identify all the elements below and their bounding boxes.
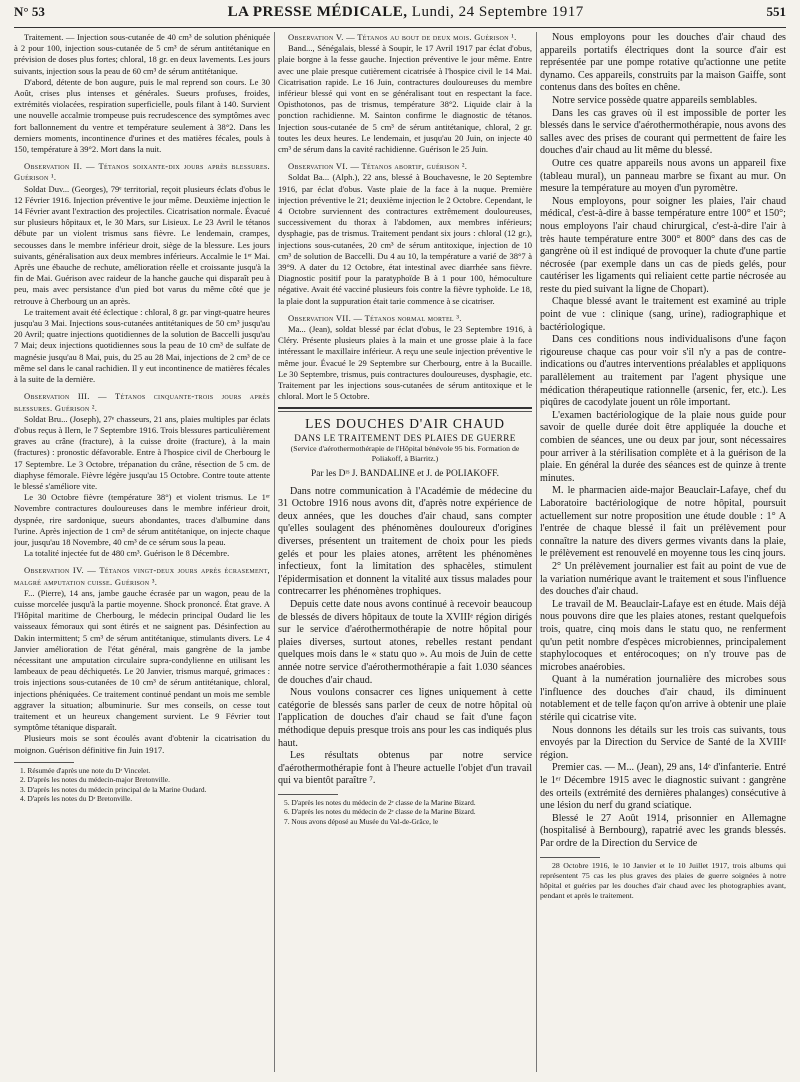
paragraph: Notre service possède quatre appareils semblables. xyxy=(552,94,758,106)
paragraph: Ma... (Jean), soldat blessé par éclat d'obus, le 23 Septembre 1916, à Cléry. Présente plusieurs plaies à la main et une grosse plaie à la face intéressant le maxillaire inférieur. A reçu une seule injection préventive le même jour. Évacué le 29 Septembre sur Cherbourg, entre à la Bucaille. Le 30 Septembre, trismus, puis contractures douloureuses, dysphagie, etc. Traitement par les injections sous-cutanées de sérum antitoxique et le chloral. Mort le 5 Octobre. xyxy=(278,324,532,402)
column-divider xyxy=(274,32,275,1072)
paragraph: Plusieurs mois se sont écoulés avant d'obtenir la cicatrisation du moignon. Guérison définitive fin Juin 1917. xyxy=(14,733,270,755)
paragraph: Le traitement avait été éclectique : chloral, 8 gr. par vingt-quatre heures jusqu'au 3 Mai. Injections sous-cutanées antitétaniques de 50 cm³ jusqu'au 20 Avril; quatre injections quotidiennes de la solution de Baccelli jusqu'au 7 Mai; deux injections quotidiennes sous la peau de 10 cm³ de sulfate de magnésie jusqu'au 8 Mai, puis, du 25 au 28 Mai, injections de 2 cm³ de ce même sel dans le canal rachidien. Il y eut incontinence de matières fécales à la suite de la dernière. xyxy=(14,306,270,385)
footnote: 3. D'après les notes du médecin principal de la Marine Oudard. xyxy=(20,784,207,794)
footnote: 2. D'après les notes du médecin-major Bretonville. xyxy=(20,775,170,785)
footnote: 5. D'après les notes du médecin de 2ᵉ classe de la Marine Bizard. xyxy=(284,797,476,807)
observation-heading: Observation III. — Tétanos cinquante-trois jours après blessures. Guérison ². xyxy=(14,391,270,413)
column-2 xyxy=(278,32,532,1076)
article-authors: Par les Dʳˢ J. BANDALINE et J. de POLIAKOFF. xyxy=(311,468,499,479)
paragraph: Traitement. — Injection sous-cutanée de 40 cm³ de solution phéniquée à 2 pour 100, injection sous-cutanée de 5 cm³ de sérum antitétanique en prévision de doses plus fortes; chloral, 18 gr. en deux lavements. Les jours suivants, injection sous la peau de 60 cm³ de sérum antitétanique. xyxy=(14,32,270,76)
observation-heading: Observation VII. — Tétanos normal mortel ³. xyxy=(288,312,462,323)
paragraph: Dans ces conditions nous individualisons d'une façon rigoureuse chaque cas pour voir s'il n'y a pas de contre-indications ou d'autres interventions préalables et appliquons parallèlement au traitement par l'agent physique une médication thérapeutique rationnelle (arsenic, fer, etc.). Les piqûres de cacodylate jouent un rôle important. xyxy=(540,334,786,409)
paragraph: Premier cas. — M... (Jean), 29 ans, 14ᵉ d'infanterie. Entré le 1ᵉʳ Décembre 1915 avec le diagnostic suivant : gangrène des orteils (extrémité des dernières phalanges) consécutive à une lésion du nerf du grand sciatique. xyxy=(540,762,786,812)
paragraph: La totalité injectée fut de 480 cm³. Guérison le 8 Décembre. xyxy=(24,548,230,559)
paragraph: Le 30 Octobre fièvre (température 38°) et violent trismus. Le 1ᵉʳ Novembre contractures douloureuses dans le membre inférieur droit, dyspnée, rire sardonique, sueurs abondantes, traces d'albumine dans l'urine. Après injection de 1 cm³ de sérum antitétanique, on injecte chaque jour, jusqu'au 18 Novembre, 40 cm³ de ce sérum sous la peau. xyxy=(14,492,270,547)
column-divider xyxy=(536,32,537,1072)
paragraph: Nous voulons consacrer ces lignes uniquement à cette catégorie de blessés sans parler de ceux de notre hôpital où l'application de douches d'air chaud se fait d'une façon méthodique depuis presque trois ans pour les cas indiqués plus haut. xyxy=(278,687,532,749)
paragraph: Quant à la numération journalière des microbes sous l'influence des douches d'air chaud, ils diminuent notablement et de telle façon qu'on arrive à obtenir une plaie stérile qui cicatrise vite. xyxy=(540,674,786,724)
footnote-continuation: 28 Octobre 1916, le 10 Janvier et le 10 Juillet 1917, trois albums qui représentent 75 cas les plus graves des plaies de guerre soignées à notre hôpital et guéries par les douches d'air chaud avec les photographies avant, pendant et après le traitement. xyxy=(540,860,786,900)
paragraph: Soldat Duv... (Georges), 79ᵉ territorial, reçoit plusieurs éclats d'obus le 12 Février 1916. Injection préventive le jour même. Deuxième injection le 14 Février avant l'extraction des projectiles. Cicatrisation normale. Évacué sur plusieurs hôpitaux et, le 30 Mars, sur Lisieux. Le 23 Avril le tétanos débute par un violent trismus sans fièvre. Le lendemain, crampes, secousses dans le membre inférieur droit, siège de la blessure. Les jours suivants, généralisation aux deux membres inférieurs. Accalmie le 1ᵉʳ Mai. Après une ébauche de rechute, amélioration réelle et croissante jusqu'à la fin de Mai. Guérison avec raideur de la hanche gauche qui disparaît peu à peu, mais avec persistance d'un pied bot varus du même côté que je retrouve à Cherbourg un an après. xyxy=(14,183,270,306)
observation-heading: Observation VI. — Tétanos abortif, guérison ². xyxy=(288,161,468,172)
page-header xyxy=(14,4,786,26)
paragraph: Le travail de M. Beauclair-Lafaye est en étude. Mais déjà nous pouvons dire que les plaies atones, restant quelquefois trois, quatre, cinq mois dans le statu quo, ne renferment qu'un petit nombre d'espèces microbiennes, principalement staphylocoques et entérocoques; on n'y trouve pas de microbes anaérobies. xyxy=(540,598,786,673)
paragraph: 2° Un prélèvement journalier est fait au point de vue de la variation numérique avant le traitement et sous l'influence des douches d'air chaud. xyxy=(540,560,786,598)
paragraph: L'examen bactériologique de la plaie nous guide pour savoir de quelle durée doit être appliquée la douche et combien de séances, une ou deux par jour, sont nécessaires pour arriver à la stérilisation complète et à la guérison de la plaie. En général la durée des séances est de quinze à trente minutes. xyxy=(540,409,786,484)
header-rule xyxy=(14,27,786,28)
paragraph: Band..., Sénégalais, blessé à Soupir, le 17 Avril 1917 par éclat d'obus, plaie borgne à la fesse gauche. Injection préventive le jour même. Entre avec une plaie presque cutièrement cicatrisée à l'hospice civil le 14 Mai. Cicatrisation rapide. Le 16 Juin, contractures douloureuses du membre inférieur blessé qui vont en se généralisant tout en respectant la face. Opisthotonos, pas de trismus, température 38°2. Liquide clair à la ponction rachidienne. M. Sainton confirme le diagnostic de tétanos. Injection sous-cutanée de 5 cm³ de sérum antitétanique, chloral, 2 gr. toutes les deux heures. Le lendemain, et jusqu'au 20 Juin, on injecte 40 cm³ de sérum dans la cavité rachidienne. Guérison le 25 Juin. xyxy=(278,43,532,155)
footnote-rule xyxy=(540,857,600,858)
footnote-rule xyxy=(278,794,338,795)
article-separator xyxy=(278,407,532,409)
footnote-rule xyxy=(14,762,74,763)
observation-heading: Observation II. — Tétanos soixante-dix jours après blessures. Guérison ¹. xyxy=(14,161,270,183)
issue-date: Lundi, 24 Septembre 1917 xyxy=(411,4,584,20)
issue-number: N° 53 xyxy=(14,4,45,19)
footnote: 6. D'après les notes du médecin de 2ᵉ classe de la Marine Bizard. xyxy=(284,807,476,817)
paragraph: Depuis cette date nous avons continué à recevoir beaucoup de blessés de divers hôpitaux de toute la XVIIIᵉ région dirigés sur le service d'aérothermothérapie de notre hôpital pour plaies diverses, surtout atones, rebelles restant pendant quelques mois dans le « statu quo ». Au mois de Juin de cette année notre service d'aérothermothérapie a fait 1.030 séances de douches d'air chaud. xyxy=(278,599,532,686)
article-affiliation: (Service d'aérothermothérapie de l'Hôpital bénévole 95 bis. Formation de Poliakoff, à Biarritz.) xyxy=(290,443,520,463)
masthead xyxy=(228,4,584,21)
article-title: LES DOUCHES D'AIR CHAUD xyxy=(305,415,505,431)
paragraph: Blessé le 27 Août 1914, prisonnier en Allemagne (hospitalisé à Bernbourg), rapatrié avec les grands blessés. Par ordre de la Direction du Service de xyxy=(540,812,786,849)
paragraph: Outre ces quatre appareils nous avons un appareil fixe (tableau mural), un panneau marbre se fixant au mur. On mesure la température au moyen d'un pyromètre. xyxy=(540,157,786,195)
article-subtitle: DANS LE TRAITEMENT DES PLAIES DE GUERRE xyxy=(294,432,516,443)
paragraph: Dans les cas graves où il est impossible de porter les blessés dans le service d'aérothermothérapie, nous avons des salles avec des prises de courant qui permettent de faire les douches d'air chaud au lit même du blessé. xyxy=(540,107,786,157)
paragraph: Nous donnons les détails sur les trois cas suivants, tous envoyés par la Direction du Service de Santé de la XVIIIᵉ région. xyxy=(540,724,786,761)
paragraph: F... (Pierre), 14 ans, jambe gauche écrasée par un wagon, peau de la cuisse morcelée jusqu'à la partie moyenne. Shock prononcé. État grave. A l'Hôpital maritime de Cherbourg, le médecin principal Oudard lie les vaisseaux fémoraux qui sont étirés et ne saignent pas. Désinfection au Dakin intermittent; 5 cm³ de sérum antitétanique, stimulants divers. Le 4 Janvier amélioration de l'état général, mais gangrène de la jambe nécessitant une amputation circulaire supra-condylienne en utilisant les lambeaux de peau déchiquetés. Le 20 Janvier, trismus marqué, grimaces : trois injections sous-cutanées de 10 cm³ de sérum antitétanique, chloral, injections phéniquées. Ce traitement continué pendant un mois me semble aggraver la situation; albuminurie. Sur mes conseils, on cesse tout traitement et un heureux changement survient. Le 9 Février tout symptôme tétanique disparaît. xyxy=(14,587,270,733)
page-number: 551 xyxy=(766,4,786,19)
column-3 xyxy=(540,32,786,1076)
publication-title: LA PRESSE MÉDICALE, xyxy=(227,4,408,20)
paragraph: D'abord, détente de bon augure, puis le mal reprend son cours. Le 30 Août, crises plus intenses et générales. Sueurs profuses, froides, extrémités violacées, respiration superficielle, pouls filant à 140. Survient une nouvelle accalmie trompeuse puis recrudescence des symptômes avec fort ballonnement du ventre et température seulement à 38°2. Dans les derniers moments, incontinence d'urines et des matières fécales, pouls à 150, température à 39°2. Mort dans la nuit. xyxy=(14,76,270,155)
paragraph: Soldat Ba... (Alph.), 22 ans, blessé à Bouchavesne, le 20 Septembre 1916, par éclat d'obus. Vaste plaie de la face à la nuque. Première injection préventive le 21; deuxième injection le 2 Octobre. Cependant, le 4 Octobre surviennent des contractures extrêmement douloureuses, successivement du thorax à l'abdomen, aux membres inférieurs; dysphagie, pas de trismus. Traitement pendant six jours : chloral (12 gr.), injections sous-cutanées, 20 cm³ de sérum antitoxique, injection de 10 cm³ de solution de Baccelli. Du 4 au 10, la température a varié de 38°7 à 39°9. A dater du 12 Octobre, état intestinal avec diarrhée sans fièvre. Diagnostic positif pour la paratyphoïde B à 1 pour 100, hémoculture négative. Avait été vacciné plusieurs fois contre la fièvre typhoïde. Le 18, la plaie dont la suppuration était tarie commence à se cicatriser. xyxy=(278,172,532,306)
footnote: 4. D'après les notes du Dʳ Bretonville. xyxy=(20,794,133,804)
paragraph: Nous employons, pour soigner les plaies, l'air chaud médical, c'est-à-dire à basse température entre 100° et 150°; nous employons l'air chaud chirurgical, c'est-à-dire l'air à très haute température entre 300° et 800° dans des cas de gangrène où il est indiqué de provoquer la chute d'une partie nécrosée (par exemple dans un cas de pieds gelés, pour cautériser les ligaments qui reliaient cette partie nécrosée au reste du pied suivant la ligne de Chopart). xyxy=(540,195,786,295)
paragraph: Soldat Bru... (Joseph), 27ᵉ chasseurs, 21 ans, plaies multiples par éclats d'obus reçus à Ilern, le 7 Septembre 1916. Trois blessures particulièrement graves au crâne (fracture), à la cuisse droite (fracture), à la main (fractures) : pronostic défavorable. Entre à l'hospice civil de Cherbourg le 17 Septembre. Le 3 Octobre, trépanation du crâne, résection de 5 cm. de diaphyse fémorale. Fièvre légère jusqu'au 15 Octobre. Contre toute attente le blessé s'améliore vite. xyxy=(14,413,270,491)
observation-heading: Observation V. — Tétanos au bout de deux mois. Guérison ¹. xyxy=(288,32,517,42)
paragraph: Les résultats obtenus par notre service d'aérothermothérapie font à l'heure actuelle l'objet d'un travail qui va bientôt paraître ⁷. xyxy=(278,750,532,787)
column-1 xyxy=(14,32,270,1076)
article-body xyxy=(278,486,532,788)
paragraph: Dans notre communication à l'Académie de médecine du 31 Octobre 1916 nous avons dit, d'après notre expérience de deux années, que les douches d'air chaud, sans compter qu'elles soulagent des phénomènes douloureux d'origines diverses, présentent un traitement de choix pour les pieds gelés et pour les plaies atones, arrêtent les phénomènes infectieux, font la limitation des sphacèles, stimulent l'épidermisation et donnent la vitalité aux tissus malades pour contrecarrer les phénomènes trophiques. xyxy=(278,485,532,598)
paragraph: Nous employons pour les douches d'air chaud des appareils portatifs électriques dont la source d'air est représentée par une pompe rotative qu'actionne une petite dynamo. Ces appareils, construits par la maison Gaiffe, sont contenus dans des boîtes en chêne. xyxy=(540,32,786,94)
article-separator xyxy=(278,411,532,412)
paragraph: Chaque blessé avant le traitement est examiné au triple point de vue : clinique (sang, urine), radiographique et bactériologique. xyxy=(540,296,786,333)
footnote: 7. Nous avons déposé au Musée du Val-de-Grâce, le xyxy=(284,816,439,826)
paragraph: M. le pharmacien aide-major Beauclair-Lafaye, chef du Laboratoire bactériologique de notre hôpital, poursuit actuellement sur notre proposition une étude double : 1° A l'entrée de chaque blessé il fait un prélèvement pour connaître la nature des divers germes vivants dans la plaie, le prélèvement est renouvelé en moyenne tous les cinq jours. xyxy=(540,485,786,560)
observation-heading: Observation IV. — Tétanos vingt-deux jours après écrasement, malgré amputation cuisse. Guérison ³. xyxy=(14,565,270,587)
footnote: 1. Résumée d'après une note du Dʳ Vincelet. xyxy=(20,765,151,775)
newspaper-page xyxy=(14,4,786,1078)
